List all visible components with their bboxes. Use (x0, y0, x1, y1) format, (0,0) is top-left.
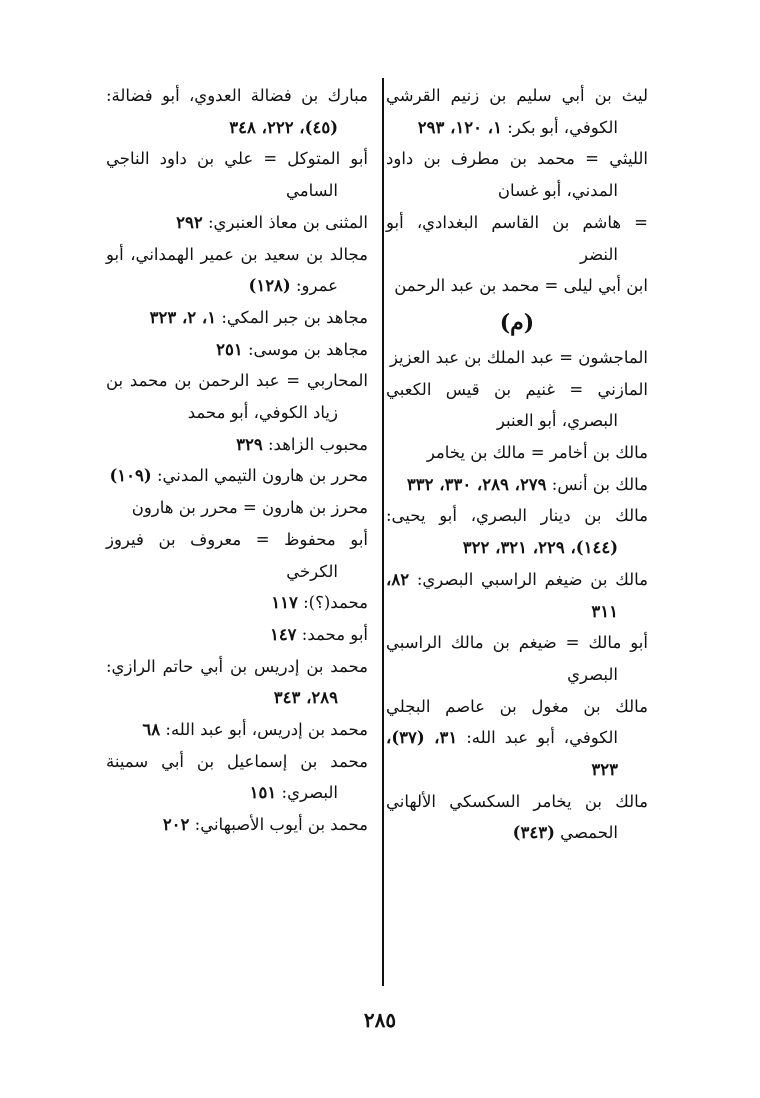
column-divider (382, 78, 384, 986)
index-entry: محرر بن هارون التيمي المدني: (١٠٩) (109, 466, 368, 486)
index-entry: ابن أبي ليلى = محمد بن عبد الرحمن (394, 276, 648, 296)
index-entry: محمد بن أيوب الأصبهاني: ٢٠٢ (162, 815, 368, 835)
index-entry: مالك بن أخامر = مالك بن يخامر (426, 443, 648, 463)
index-entry: محرز بن هارون = محرر بن هارون (131, 498, 368, 518)
index-entry: أبو محفوظ = معروف بن فيروز الكرخي (106, 529, 368, 581)
index-entry: المازني = غنيم بن قيس الكعبي البصري، أبو العنبر (386, 379, 648, 431)
index-entry: ليث بن أبي سليم بن زنيم القرشي الكوفي، أبو بكر: ١، ١٢٠، ٢٩٣ (386, 86, 648, 137)
page-number: ٢٨٥ (363, 1008, 397, 1032)
index-entry: محبوب الزاهد: ٣٢٩ (236, 434, 368, 454)
index-entry: محمد بن إدريس بن أبي حاتم الرازي: ٢٨٩، ٣٤٣ (106, 656, 368, 708)
letter-section-heading: (م) (499, 309, 535, 336)
index-entry: أبو محمد: ١٤٧ (269, 624, 368, 644)
index-entry: مجالد بن سعيد بن عمير الهمداني، أبو عمرو: (١٢٨) (106, 244, 368, 296)
index-entry: المثنى بن معاذ العنبري: ٢٩٢ (176, 212, 368, 232)
index-entry: = هاشم بن القاسم البغدادي، أبو النضر (386, 212, 648, 264)
index-entry: محمد(؟): ١١٧ (271, 593, 368, 613)
index-entry: الليثي = محمد بن مطرف بن داود المدني، أبو غسان (386, 149, 648, 201)
index-entry: مالك بن مغول بن عاصم البجلي الكوفي، أبو عبد الله: ٣١، (٣٧)، ٣٢٣ (386, 696, 648, 780)
index-entry: محمد بن إسماعيل بن أبي سمينة البصري: ١٥١ (106, 751, 368, 803)
index-entry: أبو المتوكل = علي بن داود الناجي السامي (106, 149, 368, 201)
index-entry: مالك بن ضيغم الراسبي البصري: ٨٢، ٣١١ (386, 569, 648, 621)
index-entry: مبارك بن فضالة العدوي، أبو فضالة: (٤٥)، ٢٢٢، ٣٤٨ (106, 86, 368, 137)
index-entry: مالك بن أنس: ٢٧٩، ٢٨٩، ٣٣٠، ٣٣٢ (406, 474, 648, 494)
index-entry: مجاهد بن جبر المكي: ١، ٢، ٣٢٣ (149, 307, 368, 327)
index-column-right (386, 80, 648, 849)
index-entry: مالك بن دينار البصري، أبو يحيى: (١٤٤)، ٢٢٩، ٣٢١، ٣٢٢ (386, 506, 648, 558)
index-entry: محمد بن إدريس، أبو عبد الله: ٦٨ (142, 720, 368, 740)
index-column-left (106, 80, 368, 841)
index-entry: أبو مالك = ضيغم بن مالك الراسبي البصري (386, 633, 648, 684)
index-entry: المحاربي = عبد الرحمن بن محمد بن زياد الكوفي، أبو محمد (106, 371, 368, 423)
index-entry: مجاهد بن موسى: ٢٥١ (216, 339, 368, 359)
index-entry: مالك بن يخامر السكسكي الألهاني الحمصي (٣٤٣) (386, 791, 648, 843)
index-entry: الماجشون = عبد الملك بن عبد العزيز (389, 347, 648, 367)
